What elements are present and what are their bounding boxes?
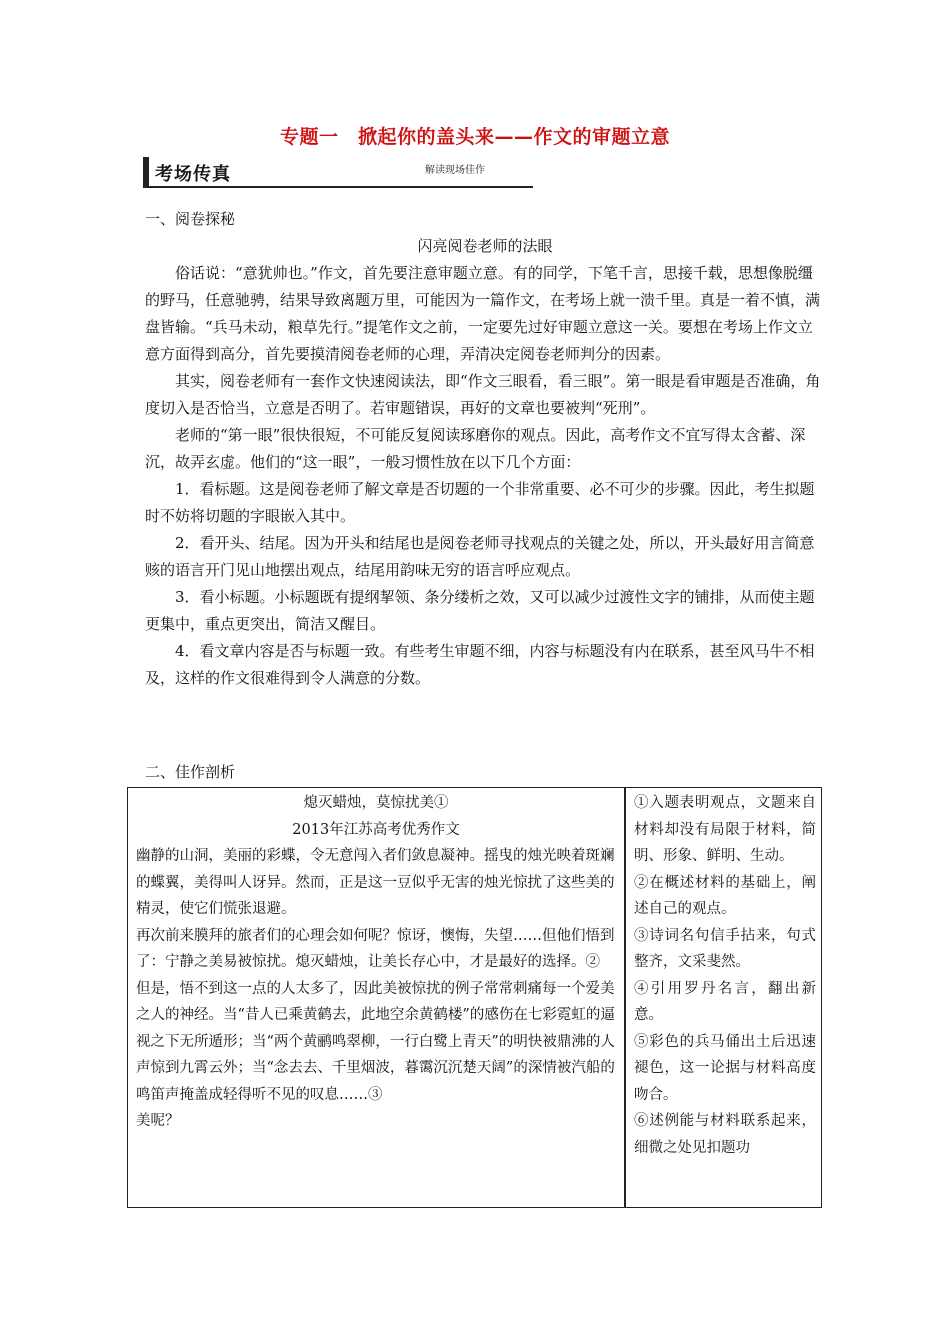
list-item: 2．看开头、结尾。因为开头和结尾也是阅卷老师寻找观点的关键之处，所以，开头最好用言简意赅的语言开门见山地摆出观点，结尾用韵味无穷的语言呼应观点。 [145,534,815,579]
paragraph: 老师的“第一眼”很快很短，不可能反复阅读琢磨你的观点。因此，高考作文不宜写得太含蓄、深沉，故弄玄虚。他们的“这一眼”，一般习惯性放在以下几个方面： [145,426,806,471]
comment: ①入题表明观点，文题来自材料却没有局限于材料，简明、形象、鲜明、生动。 [634,795,816,864]
comment: ⑤彩色的兵马俑出土后迅速褪色，这一论据与材料高度吻合。 [634,1033,816,1103]
banner-label: 考场传真 [155,164,231,185]
section-banner [143,157,533,187]
section1-heading: 一、阅卷探秘 [145,210,236,228]
essay-table [127,787,822,1208]
comment-column [634,790,816,1161]
comment: ④引用罗丹名言，翻出新意。 [634,980,816,1023]
paragraph: 其实，阅卷老师有一套作文快速阅读法，即“作文三眼看，看三眼”。第一眼是看审题是否准确，角度切入是否恰当，立意是否明了。若审题错误，再好的文章也要被判“死刑”。 [145,372,821,417]
section1-subtitle: 闪亮阅卷老师的法眼 [417,237,553,255]
banner-tag: 解读现场佳作 [425,165,485,176]
essay-paragraph: 美呢？ [136,1113,180,1129]
list-item: 4．看文章内容是否与标题一致。有些考生审题不细，内容与标题没有内在联系，甚至风马牛不相及，这样的作文很难得到令人满意的分数。 [145,642,815,687]
essay-title: 熄灭蜡烛，莫惊扰美① [303,795,449,811]
essay-source: 2013年江苏高考优秀作文 [292,821,460,838]
comment: ⑥述例能与材料联系起来，细微之处见扣题功 [634,1113,816,1156]
essay-paragraph: 但是，悟不到这一点的人太多了，因此美被惊扰的例子常常刺痛每一个爱美之人的神经。当“昔人已乘黄鹤去，此地空余黄鹤楼”的感伤在七彩霓虹的逼视之下无所遁形；当“两个黄鹂鸣翠柳，一行白鹭上青天”的明快被鼎沸的人声惊到九霄云外；当“念去去、千里烟波，暮霭沉沉楚天阔”的深情被汽船的鸣笛声掩盖成轻得听不见的叹息……③ [136,980,615,1103]
section1-body [145,260,825,692]
essay-paragraph: 幽静的山洞，美丽的彩蝶，令无意闯入者们敛息凝神。摇曳的烛光映着斑斓的蝶翼，美得叫人讶异。然而，正是这一豆似乎无害的烛光惊扰了这些美的精灵，使它们慌张退避。 [136,848,615,917]
list-item: 3．看小标题。小标题既有提纲挈领、条分缕析之效，又可以减少过渡性文字的铺排，从而使主题更集中，重点更突出，简洁又醒目。 [145,588,815,633]
banner-underline [143,186,533,188]
essay-paragraph: 再次前来膜拜的旅者们的心理会如何呢？惊讶，懊悔，失望……但他们悟到了：宁静之美易被惊扰。熄灭蜡烛，让美长存心中，才是最好的选择。② [136,927,615,970]
comment: ③诗词名句信手拈来，句式整齐，文采斐然。 [634,927,816,970]
banner-bar [143,157,149,187]
comment: ②在概述材料的基础上，阐述自己的观点。 [634,874,816,917]
essay-column [136,790,616,1135]
column-divider [624,788,626,1207]
page-title: 专题一 掀起你的盖头来——作文的审题立意 [279,126,670,148]
paragraph: 俗话说：“意犹帅也。”作文，首先要注意审题立意。有的同学，下笔千言，思接千载，思想像脱缰的野马，任意驰骋，结果导致离题万里，可能因为一篇作文，在考场上就一溃千里。真是一着不慎，满盘皆输。“兵马未动，粮草先行。”提笔作文之前，一定要先过好审题立意这一关。要想在考场上作文立意方面得到高分，首先要摸清阅卷老师的心理，弄清决定阅卷老师判分的因素。 [145,264,821,363]
list-item: 1．看标题。这是阅卷老师了解文章是否切题的一个非常重要、必不可少的步骤。因此，考生拟题时不妨将切题的字眼嵌入其中。 [145,480,815,525]
section2-heading: 二、佳作剖析 [145,763,236,781]
